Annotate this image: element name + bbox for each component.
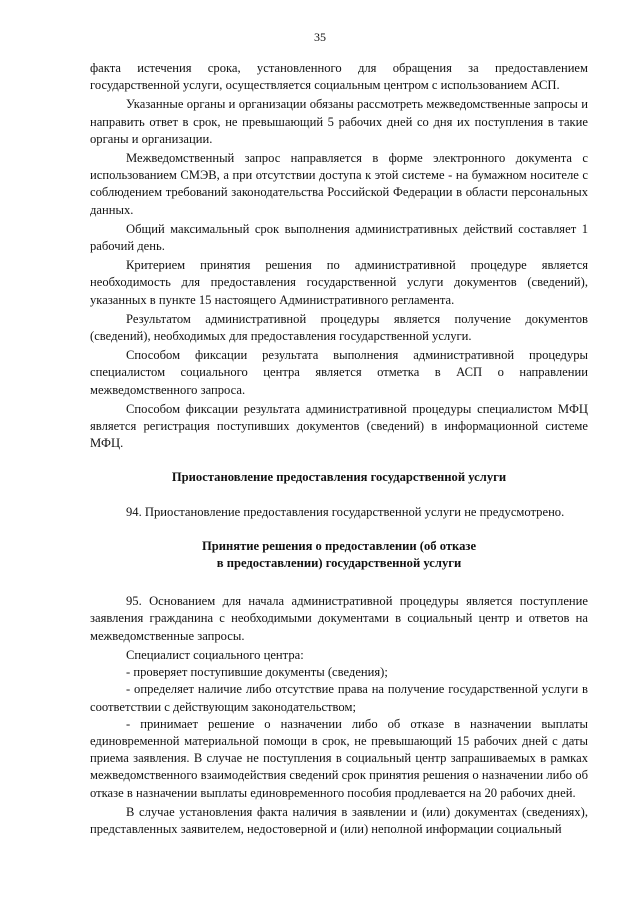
- final-paragraph: В случае установления факта наличия в заявлении и (или) документах (сведениях), представленных заявителем, недостоверной и (или) неполной информации социальный: [90, 804, 588, 836]
- list-item: - принимает решение о назначении либо об отказе в назначении выплаты единовременной материальной помощи в срок, не превышающий 15 рабочих дней с даты приема заявления. В случае не поступления в социальный центр запрашиваемых в рамках межведомственного взаимодействия сведений срок принятия решения о назначении либо об отказе в назначении выплаты единовременного пособия продлевается на 20 рабочих дней.: [90, 716, 588, 800]
- paragraph: Результатом административной процедуры является получение документов (сведений), необходимых для предоставления государственной услуги.: [90, 311, 588, 344]
- page-number: 35: [314, 30, 326, 44]
- paragraph: Межведомственный запрос направляется в форме электронного документа с использованием СМЭВ, а при отсутствии доступа к этой системе - на бумажном носителе с соблюдением требований законодательства Российской Федерации в области персональных данных.: [90, 151, 588, 217]
- paragraph: Способом фиксации результата административной процедуры специалистом МФЦ является регистрация поступивших документов (сведений) в информационной системе МФЦ.: [90, 401, 588, 451]
- paragraph: Указанные органы и организации обязаны рассмотреть межведомственные запросы и направить ответ в срок, не превышающий 5 рабочих дней со дня их поступления в такие органы и организации.: [90, 97, 588, 146]
- paragraph: Способом фиксации результата выполнения административной процедуры специалистом социального центра является отметка в АСП о направлении межведомственного запроса.: [90, 348, 588, 397]
- section-heading-line-1: Принятие решения о предоставлении (об отказе: [201, 538, 477, 553]
- specialist-intro: Специалист социального центра:: [126, 647, 304, 662]
- paragraph: факта истечения срока, установленного для обращения за предоставлением государственной услуги, осуществляется социальным центром с использованием АСП.: [90, 61, 588, 93]
- section-heading: Приостановление предоставления государственной услуги: [171, 470, 507, 485]
- item-95: 95. Основанием для начала административной процедуры является поступление заявления гражданина с необходимыми документами в социальный центр и ответов на межведомственные запросы.: [90, 594, 588, 643]
- paragraph: Критерием принятия решения по административной процедуре является необходимость для предоставления государственной услуги документов (сведений), указанных в пункте 15 настоящего Административного регламента.: [90, 258, 588, 307]
- document-body: [90, 60, 588, 838]
- item-94: 94. Приостановление предоставления государственной услуги не предусмотрено.: [126, 504, 565, 519]
- list-item: - проверяет поступившие документы (сведения);: [126, 665, 388, 680]
- list-item: - определяет наличие либо отсутствие права на получение государственной услуги в соответствии с действующим законодательством;: [90, 682, 588, 714]
- section-heading-line-2: в предоставлении) государственной услуги: [216, 556, 462, 571]
- paragraph: Общий максимальный срок выполнения административных действий составляет 1 рабочий день.: [90, 221, 588, 254]
